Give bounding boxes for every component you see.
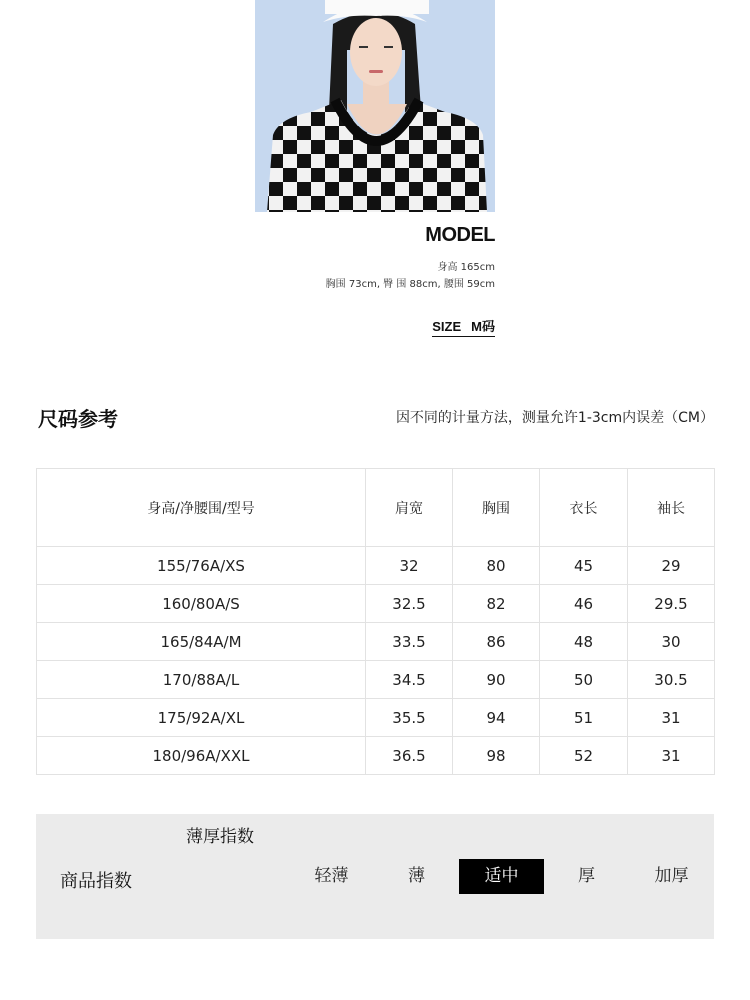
thickness-option-thin: 薄 xyxy=(408,866,425,886)
model-height: 身高 165cm xyxy=(437,262,495,273)
thickness-option-thick: 厚 xyxy=(578,866,595,886)
table-cell: 80 xyxy=(453,547,540,585)
table-row xyxy=(37,623,715,661)
table-cell: 31 xyxy=(628,737,715,775)
table-cell: 48 xyxy=(540,623,628,661)
thickness-option-medium: 适中 xyxy=(459,859,544,894)
thickness-title: 薄厚指数 xyxy=(186,827,254,847)
table-cell: 165/84A/M xyxy=(37,623,366,661)
table-cell: 29 xyxy=(628,547,715,585)
header-cell: 身高/净腰围/型号 xyxy=(37,469,366,547)
header-cell: 胸围 xyxy=(453,469,540,547)
model-photo xyxy=(255,0,495,212)
table-cell: 32.5 xyxy=(366,585,453,623)
table-cell: 29.5 xyxy=(628,585,715,623)
table-cell: 175/92A/XL xyxy=(37,699,366,737)
table-cell: 170/88A/L xyxy=(37,661,366,699)
size-table xyxy=(36,468,715,775)
table-cell: 52 xyxy=(540,737,628,775)
thickness-label: 商品指数 xyxy=(60,871,132,892)
model-size-value: M码 xyxy=(471,319,495,334)
table-row xyxy=(37,547,715,585)
size-chart-note: 因不同的计量方法，测量允许1-3cm内误差（CM） xyxy=(395,410,714,426)
table-cell: 34.5 xyxy=(366,661,453,699)
header-cell: 衣长 xyxy=(540,469,628,547)
thickness-option-extra-thick: 加厚 xyxy=(654,866,689,886)
size-chart-title: 尺码参考 xyxy=(38,407,118,431)
table-cell: 90 xyxy=(453,661,540,699)
table-cell: 94 xyxy=(453,699,540,737)
header-cell: 袖长 xyxy=(628,469,715,547)
table-row xyxy=(37,661,715,699)
table-row xyxy=(37,699,715,737)
model-size xyxy=(432,316,495,337)
table-cell: 33.5 xyxy=(366,623,453,661)
model-heading: MODEL xyxy=(425,224,495,246)
table-cell: 46 xyxy=(540,585,628,623)
thickness-option-very-thin: 轻薄 xyxy=(314,866,349,886)
table-cell: 35.5 xyxy=(366,699,453,737)
table-cell: 32 xyxy=(366,547,453,585)
table-cell: 98 xyxy=(453,737,540,775)
table-cell: 36.5 xyxy=(366,737,453,775)
table-cell: 50 xyxy=(540,661,628,699)
table-cell: 160/80A/S xyxy=(37,585,366,623)
table-cell: 51 xyxy=(540,699,628,737)
table-cell: 86 xyxy=(453,623,540,661)
table-header-row xyxy=(37,469,715,547)
thickness-panel xyxy=(36,814,714,939)
model-size-label: SIZE xyxy=(432,319,462,334)
table-cell: 31 xyxy=(628,699,715,737)
table-cell: 30 xyxy=(628,623,715,661)
table-row xyxy=(37,585,715,623)
table-cell: 82 xyxy=(453,585,540,623)
table-row xyxy=(37,737,715,775)
table-cell: 45 xyxy=(540,547,628,585)
table-cell: 180/96A/XXL xyxy=(37,737,366,775)
table-cell: 155/76A/XS xyxy=(37,547,366,585)
header-cell: 肩宽 xyxy=(366,469,453,547)
table-cell: 30.5 xyxy=(628,661,715,699)
model-measurements: 胸围 73cm, 臀 围 88cm, 腰围 59cm xyxy=(325,279,495,290)
